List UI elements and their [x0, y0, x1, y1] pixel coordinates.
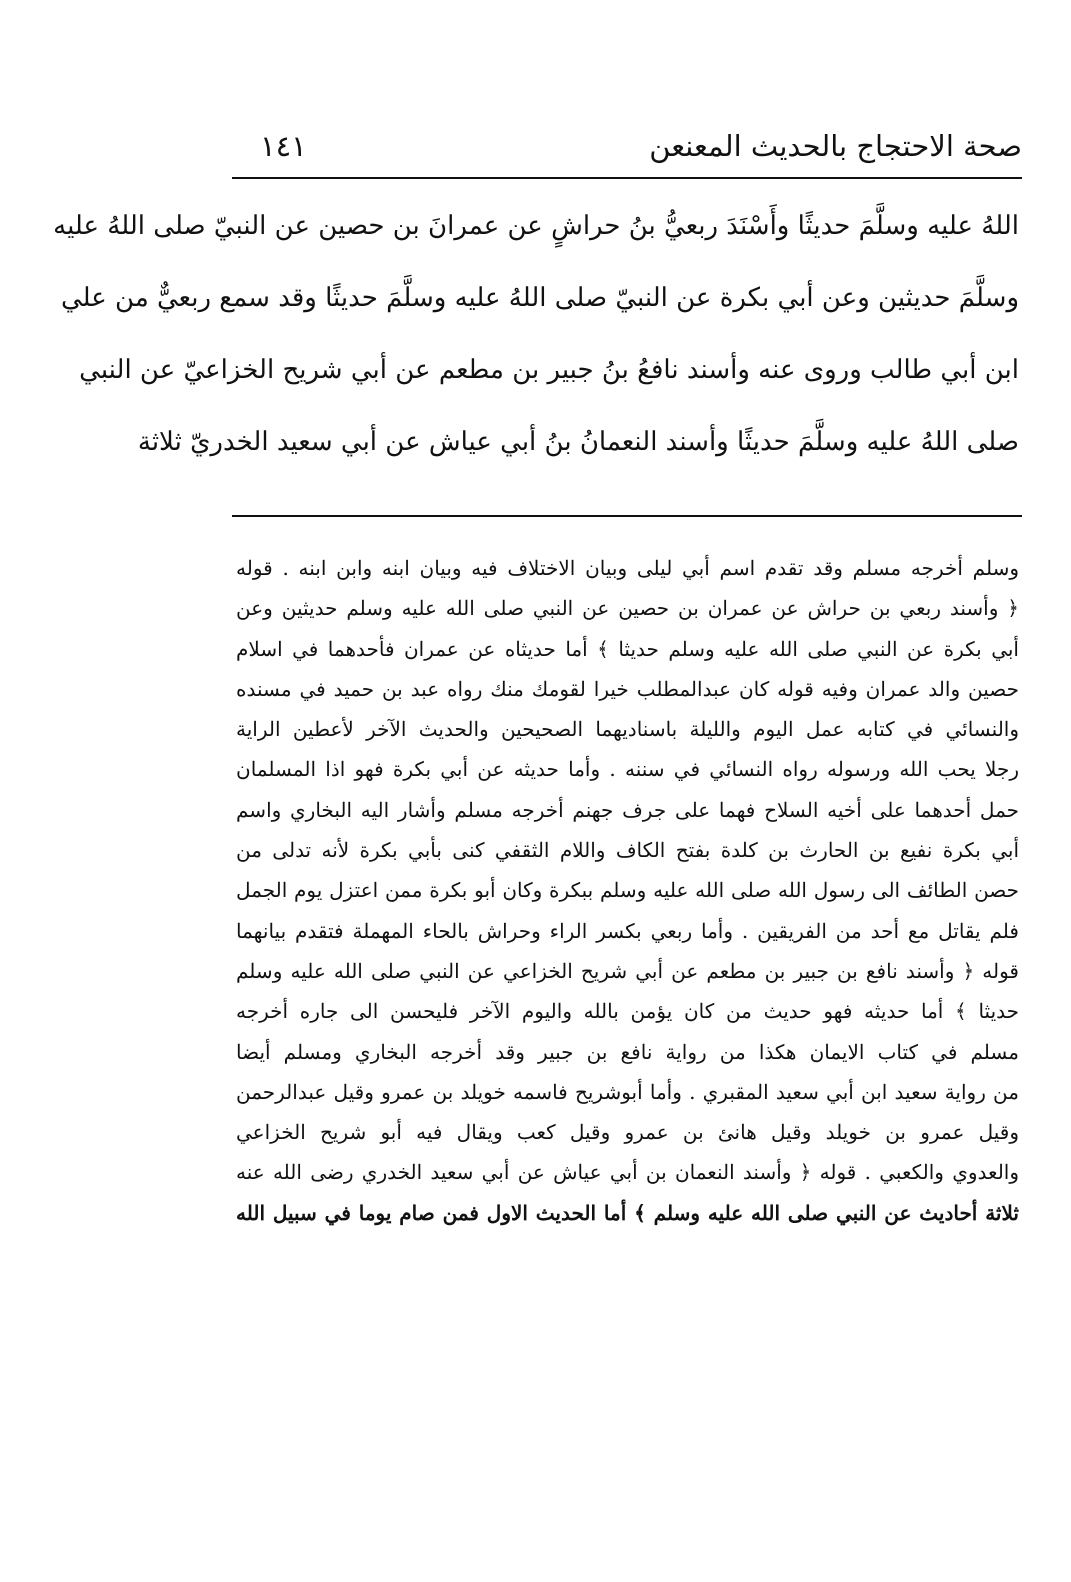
commentary-line: حديثا ﴾ أما حديثه فهو حديث من كان يؤمن بالله واليوم الآخر فليحسن الى جاره أخرجه: [236, 999, 1019, 1024]
page-number: ١٤١: [260, 129, 307, 163]
commentary-line: من رواية سعيد ابن أبي سعيد المقبري . وأما أبوشريح فاسمه خويلد بن عمرو وقيل عبدالرحمن: [236, 1079, 1019, 1104]
header-rule: [232, 177, 1022, 179]
commentary-line: فلم يقاتل مع أحد من الفريقين . وأما ربعي بكسر الراء وحراش بالحاء المهملة فتقدم بيانهما: [236, 918, 1019, 943]
hadith-line: وسلَّمَ حديثين وعن أبي بكرة عن النبيّ صلى اللهُ عليه وسلَّمَ حديثًا وقد سمع ربعيٌّ من علي: [60, 283, 1019, 313]
commentary-line: حصن الطائف الى رسول الله صلى الله عليه وسلم ببكرة وكان أبو بكرة ممن اعتزل يوم الجمل: [236, 878, 1019, 903]
hadith-text: [53, 190, 1019, 478]
commentary-line: أبي بكرة نفيع بن الحارث بن كلدة بفتح الكاف واللام الثقفي كنى بأبي بكرة لأنه تدلى من: [236, 838, 1019, 863]
commentary-line: وسلم أخرجه مسلم وقد تقدم اسم أبي ليلى وبيان الاختلاف فيه وبيان ابنه وابن ابنه . قوله: [236, 556, 1019, 580]
commentary-line: مسلم في كتاب الايمان هكذا من رواية نافع بن جبير وقد أخرجه البخاري ومسلم أيضا: [236, 1039, 1019, 1064]
hadith-line: اللهُ عليه وسلَّمَ حديثًا وأَسْنَدَ ربعيُّ بنُ حراشٍ عن عمرانَ بن حصين عن النبيّ صلى اللهُ عليه: [53, 211, 1019, 241]
commentary-line: وقيل عمرو بن خويلد وقيل هانئ بن عمرو وقيل كعب ويقال فيه أبو شريح الخزاعي: [236, 1120, 1019, 1145]
commentary-line: والعدوي والكعبي . قوله ﴿ وأسند النعمان بن أبي عياش عن أبي سعيد الخدري رضى الله عنه: [236, 1160, 1019, 1185]
commentary-line: قوله ﴿ وأسند نافع بن جبير بن مطعم عن أبي شريح الخزاعي عن النبي صلى الله عليه وسلم: [236, 958, 1019, 983]
commentary-line: رجلا يحب الله ورسوله رواه النسائي في سننه . وأما حديثه عن أبي بكرة فهو اذا المسلمان: [236, 757, 1019, 782]
commentary-line: حمل أحدهما على أخيه السلاح فهما على جرف جهنم أخرجه مسلم وأشار اليه البخاري واسم: [236, 797, 1019, 822]
hadith-line: صلى اللهُ عليه وسلَّمَ حديثًا وأسند النعمانُ بنُ أبي عياش عن أبي سعيد الخدريّ ثلاثة: [137, 427, 1019, 457]
running-title: صحة الاحتجاج بالحديث المعنعن: [649, 129, 1022, 163]
page-header: [232, 122, 1022, 172]
commentary-line: حصين والد عمران وفيه قوله كان عبدالمطلب خيرا لقومك منك رواه عبد بن حميد في مسنده: [236, 676, 1019, 701]
commentary-line: ثلاثة أحاديث عن النبي صلى الله عليه وسلم ﴾ أما الحديث الاول فمن صام يوما في سبيل الله: [236, 1200, 1019, 1225]
commentary-line: والنسائي في كتابه عمل اليوم والليلة باسناديهما الصحيحين والحديث الآخر لأعطين الراية: [236, 717, 1019, 742]
hadith-line: ابن أبي طالب وروى عنه وأسند نافعُ بنُ جبير بن مطعم عن أبي شريح الخزاعيّ عن النبي: [79, 355, 1019, 385]
commentary-text: [236, 548, 1019, 1233]
section-rule: [232, 515, 1022, 517]
commentary-line: ﴿ وأسند ربعي بن حراش عن عمران بن حصين عن النبي صلى الله عليه وسلم حديثين وعن: [236, 596, 1019, 621]
commentary-line: أبي بكرة عن النبي صلى الله عليه وسلم حديثا ﴾ أما حديثاه عن عمران فأحدهما في اسلام: [236, 636, 1019, 661]
